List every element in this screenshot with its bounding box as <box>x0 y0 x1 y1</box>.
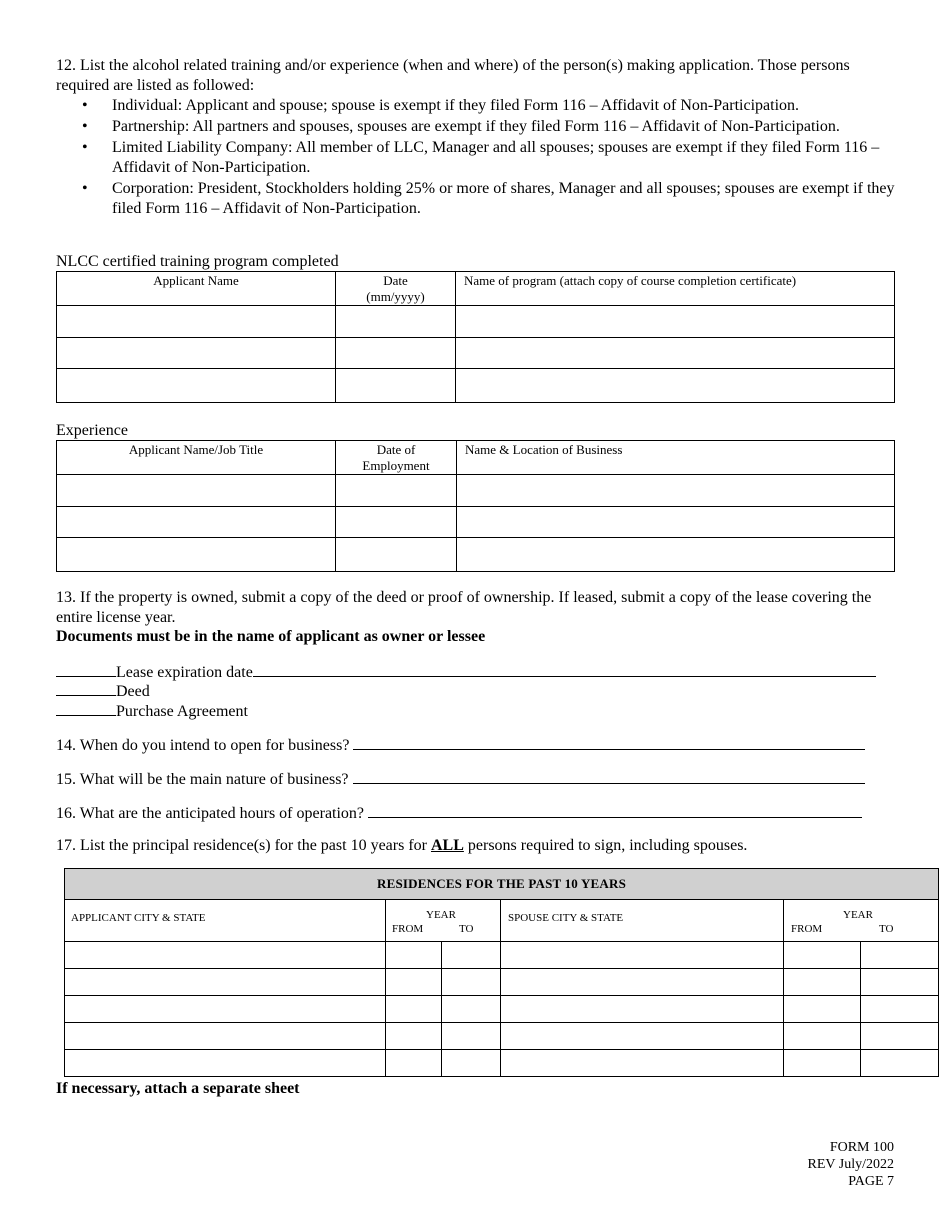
question-12-text: 12. List the alcohol related training and/or experience (when and where) of the person(s) making application. Those persons required are listed as followed: <box>56 57 850 94</box>
spouse-from-cell[interactable] <box>784 996 861 1023</box>
applicant-to-input[interactable] <box>442 1029 500 1045</box>
experience-business-cell[interactable] <box>457 538 895 572</box>
option-deed <box>56 680 150 702</box>
question-15-text: 15. What will be the main nature of business? <box>56 771 349 788</box>
applicant-city-state-cell[interactable] <box>65 996 386 1023</box>
question-17 <box>56 836 747 856</box>
training-date-input[interactable] <box>336 379 455 395</box>
training-date-cell[interactable] <box>336 306 456 338</box>
applicant-year-to: TO <box>459 923 474 935</box>
experience-name-input[interactable] <box>57 484 335 500</box>
experience-date-cell[interactable] <box>336 538 457 572</box>
training-caption: NLCC certified training program completed <box>56 253 339 270</box>
spouse-to-input[interactable] <box>861 1029 938 1045</box>
experience-date-input[interactable] <box>336 484 456 500</box>
spouse-from-cell[interactable] <box>784 942 861 969</box>
business-nature-field[interactable] <box>353 768 865 784</box>
spouse-to-cell[interactable] <box>861 969 939 996</box>
spouse-to-input[interactable] <box>861 1002 938 1018</box>
training-program-input[interactable] <box>456 315 894 331</box>
hours-of-operation-field[interactable] <box>368 802 862 818</box>
bullet-corporation: • Corporation: President, Stockholders holding 25% or more of shares, Manager and all spouses; spouses are exempt if they filed Form 116 – Affidavit of Non-Participation. <box>82 179 902 219</box>
applicant-year-from: FROM <box>392 923 424 935</box>
open-date-field[interactable] <box>353 734 865 750</box>
bullet-individual: • Individual: Applicant and spouse; spouse is exempt if they filed Form 116 – Affidavit of Non-Participation. <box>82 96 902 116</box>
training-name-cell[interactable] <box>57 338 336 369</box>
experience-business-input[interactable] <box>457 484 894 500</box>
spouse-year-from: FROM <box>791 923 823 935</box>
experience-row <box>57 538 895 572</box>
training-date-input[interactable] <box>336 346 455 362</box>
spouse-city-state-input[interactable] <box>501 1056 783 1072</box>
applicant-city-state-cell[interactable] <box>65 1050 386 1077</box>
residences-col-applicant: APPLICANT CITY & STATE <box>65 900 386 942</box>
experience-business-input[interactable] <box>457 515 894 531</box>
applicant-from-input[interactable] <box>386 975 441 991</box>
training-name-input[interactable] <box>57 346 335 362</box>
spouse-year-label: YEAR <box>843 909 873 921</box>
experience-col-applicant-name: Applicant Name/Job Title <box>57 441 336 475</box>
training-name-input[interactable] <box>57 379 335 395</box>
residence-row <box>65 942 939 969</box>
training-name-cell[interactable] <box>57 369 336 403</box>
spouse-city-state-cell[interactable] <box>501 1050 784 1077</box>
training-date-input[interactable] <box>336 315 455 331</box>
bullet-llc: • Limited Liability Company: All member of LLC, Manager and all spouses; spouses are exempt if they filed Form 116 – Affidavit of Non-Participation. <box>82 138 902 178</box>
spouse-from-input[interactable] <box>784 948 860 964</box>
question-15 <box>56 768 865 790</box>
experience-date-input[interactable] <box>336 515 456 531</box>
form-number: FORM 100 <box>829 1140 894 1155</box>
training-col-date-line2: (mm/yyyy) <box>366 289 425 304</box>
experience-row <box>57 507 895 538</box>
spouse-from-input[interactable] <box>784 1056 860 1072</box>
ownership-document-note: Documents must be in the name of applicant as owner or lessee <box>56 628 486 645</box>
spouse-year-to: TO <box>879 923 894 935</box>
training-date-cell[interactable] <box>336 338 456 369</box>
residence-row <box>65 996 939 1023</box>
question-13-text: 13. If the property is owned, submit a copy of the deed or proof of ownership. If leased, submit a copy of the lease covering the entire license year. <box>56 589 872 626</box>
spouse-from-input[interactable] <box>784 1029 860 1045</box>
spouse-city-state-input[interactable] <box>501 948 783 964</box>
experience-caption: Experience <box>56 422 128 439</box>
question-17-emphasis: ALL <box>430 837 464 854</box>
purchase-agreement-check-blank[interactable] <box>56 700 116 716</box>
spouse-to-input[interactable] <box>861 948 938 964</box>
residences-table <box>64 868 939 1077</box>
training-program-cell[interactable] <box>456 338 895 369</box>
training-name-cell[interactable] <box>57 306 336 338</box>
form-footer <box>808 1139 894 1190</box>
experience-col-business: Name & Location of Business <box>457 441 895 475</box>
applicant-city-state-input[interactable] <box>65 1029 385 1045</box>
applicant-city-state-cell[interactable] <box>65 1023 386 1050</box>
spouse-to-cell[interactable] <box>861 1023 939 1050</box>
residences-col-applicant-year <box>386 900 501 942</box>
applicant-city-state-input[interactable] <box>65 948 385 964</box>
experience-business-cell[interactable] <box>457 475 895 507</box>
spouse-from-cell[interactable] <box>784 1050 861 1077</box>
training-program-input[interactable] <box>456 379 894 395</box>
experience-date-cell[interactable] <box>336 507 457 538</box>
training-table <box>56 271 895 403</box>
question-16 <box>56 802 862 824</box>
experience-col-date <box>336 441 457 475</box>
applicant-to-cell[interactable] <box>442 996 501 1023</box>
persons-required-list <box>82 96 902 220</box>
training-col-program: Name of program (attach copy of course completion certificate) <box>456 272 895 306</box>
page-number: PAGE 7 <box>848 1174 894 1189</box>
experience-business-cell[interactable] <box>457 507 895 538</box>
training-row <box>57 338 895 369</box>
applicant-to-input[interactable] <box>442 1002 500 1018</box>
applicant-from-cell[interactable] <box>386 969 442 996</box>
residences-title: RESIDENCES FOR THE PAST 10 YEARS <box>65 869 939 900</box>
spouse-city-state-input[interactable] <box>501 975 783 991</box>
separate-sheet-note: If necessary, attach a separate sheet <box>56 1080 300 1097</box>
experience-table <box>56 440 895 572</box>
deed-check-blank[interactable] <box>56 680 116 696</box>
training-program-cell[interactable] <box>456 306 895 338</box>
training-col-date <box>336 272 456 306</box>
training-col-applicant-name: Applicant Name <box>57 272 336 306</box>
spouse-to-cell[interactable] <box>861 942 939 969</box>
spouse-city-state-input[interactable] <box>501 1029 783 1045</box>
applicant-year-label: YEAR <box>426 909 456 921</box>
question-16-text: 16. What are the anticipated hours of operation? <box>56 805 365 822</box>
residences-col-spouse-year <box>784 900 939 942</box>
spouse-city-state-cell[interactable] <box>501 996 784 1023</box>
applicant-from-cell[interactable] <box>386 1023 442 1050</box>
lease-expiration-date-field[interactable] <box>253 661 876 677</box>
experience-name-input[interactable] <box>57 548 335 564</box>
applicant-to-input[interactable] <box>442 1056 500 1072</box>
training-row <box>57 306 895 338</box>
lease-check-blank[interactable] <box>56 661 116 677</box>
spouse-city-state-cell[interactable] <box>501 969 784 996</box>
question-14-text: 14. When do you intend to open for business? <box>56 737 350 754</box>
spouse-to-cell[interactable] <box>861 1050 939 1077</box>
spouse-from-input[interactable] <box>784 975 860 991</box>
spouse-city-state-cell[interactable] <box>501 942 784 969</box>
option-purchase-agreement <box>56 700 248 722</box>
spouse-city-state-cell[interactable] <box>501 1023 784 1050</box>
training-col-date-line1: Date <box>383 273 408 288</box>
applicant-from-input[interactable] <box>386 948 441 964</box>
applicant-from-cell[interactable] <box>386 942 442 969</box>
applicant-to-cell[interactable] <box>442 942 501 969</box>
residence-row <box>65 1050 939 1077</box>
option-deed-label: Deed <box>116 683 150 700</box>
applicant-city-state-input[interactable] <box>65 975 385 991</box>
spouse-from-cell[interactable] <box>784 1023 861 1050</box>
spouse-from-cell[interactable] <box>784 969 861 996</box>
applicant-city-state-cell[interactable] <box>65 969 386 996</box>
training-date-cell[interactable] <box>336 369 456 403</box>
experience-name-input[interactable] <box>57 515 335 531</box>
spouse-from-input[interactable] <box>784 1002 860 1018</box>
experience-name-cell[interactable] <box>57 507 336 538</box>
experience-col-date-line1: Date of <box>376 442 416 457</box>
training-row <box>57 369 895 403</box>
applicant-to-input[interactable] <box>442 948 500 964</box>
applicant-city-state-input[interactable] <box>65 1002 385 1018</box>
experience-date-cell[interactable] <box>336 475 457 507</box>
option-lease-label: Lease expiration date <box>116 664 253 681</box>
experience-date-input[interactable] <box>336 548 456 564</box>
applicant-to-cell[interactable] <box>442 969 501 996</box>
option-lease <box>56 661 876 683</box>
applicant-to-cell[interactable] <box>442 1050 501 1077</box>
question-14 <box>56 734 865 756</box>
applicant-from-input[interactable] <box>386 1056 441 1072</box>
spouse-city-state-input[interactable] <box>501 1002 783 1018</box>
spouse-to-input[interactable] <box>861 1056 938 1072</box>
residence-row <box>65 1023 939 1050</box>
applicant-from-cell[interactable] <box>386 996 442 1023</box>
residence-row <box>65 969 939 996</box>
training-program-input[interactable] <box>456 346 894 362</box>
training-program-cell[interactable] <box>456 369 895 403</box>
experience-business-input[interactable] <box>457 548 894 564</box>
applicant-city-state-input[interactable] <box>65 1056 385 1072</box>
residences-col-spouse: SPOUSE CITY & STATE <box>501 900 784 942</box>
applicant-from-input[interactable] <box>386 1002 441 1018</box>
training-name-input[interactable] <box>57 315 335 331</box>
question-17-prefix: 17. List the principal residence(s) for the past 10 years for <box>56 837 431 854</box>
applicant-to-cell[interactable] <box>442 1023 501 1050</box>
experience-name-cell[interactable] <box>57 538 336 572</box>
spouse-to-cell[interactable] <box>861 996 939 1023</box>
experience-col-date-line2: Employment <box>362 458 430 473</box>
experience-name-cell[interactable] <box>57 475 336 507</box>
question-17-suffix: persons required to sign, including spouses. <box>463 837 748 854</box>
experience-row <box>57 475 895 507</box>
applicant-to-input[interactable] <box>442 975 500 991</box>
form-revision: REV July/2022 <box>807 1157 894 1172</box>
option-purchase-agreement-label: Purchase Agreement <box>116 703 248 720</box>
bullet-partnership: • Partnership: All partners and spouses, spouses are exempt if they filed Form 116 – Affidavit of Non-Participation. <box>82 117 902 137</box>
applicant-from-cell[interactable] <box>386 1050 442 1077</box>
applicant-from-input[interactable] <box>386 1029 441 1045</box>
applicant-city-state-cell[interactable] <box>65 942 386 969</box>
spouse-to-input[interactable] <box>861 975 938 991</box>
